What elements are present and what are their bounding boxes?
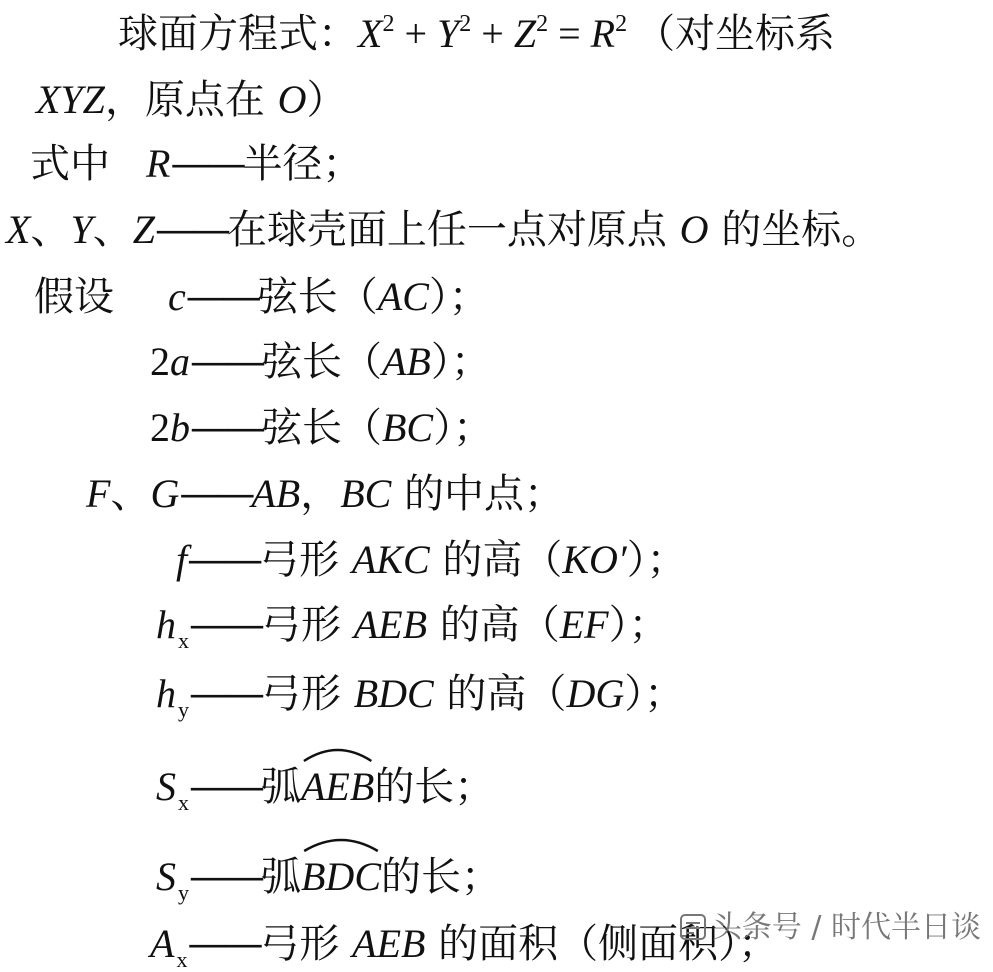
chord-bc-definition [150, 406, 493, 450]
arc-bdc-length [156, 854, 501, 905]
definition-text: ）； [428, 274, 489, 320]
chord-ab-definition [150, 340, 491, 384]
em-dash: —— [185, 274, 258, 320]
em-dash: —— [187, 921, 260, 967]
em-dash: —— [187, 537, 260, 583]
em-dash: —— [189, 602, 261, 648]
segment-dg: DG [566, 671, 625, 716]
em-dash: —— [189, 764, 261, 810]
var-z: Z [132, 207, 155, 252]
segment-aeb: AEB [352, 921, 426, 966]
definition-text: 的面积（侧面积）； [425, 921, 779, 967]
watermark-text: 头条号 / 时代半日谈 [711, 910, 981, 945]
segment-bc: BC [340, 471, 392, 516]
em-dash: —— [189, 671, 261, 717]
coordinate-system-line [36, 78, 347, 122]
arc-label: 弧 [261, 854, 301, 900]
chord-ac-definition [34, 275, 489, 319]
close-paren: ） [306, 77, 347, 123]
equation-prefix: 球面方程式： [118, 11, 358, 57]
separator: 、 [30, 207, 71, 253]
definition-text: ）； [608, 602, 669, 648]
definition-text: 的长； [374, 764, 495, 810]
segment-aeb-height [156, 602, 669, 653]
subscript: x [176, 947, 188, 972]
origin-o: O [277, 77, 307, 122]
em-dash: —— [190, 339, 262, 385]
definition-text: 的坐标。 [708, 207, 882, 253]
coefficient: 2 [150, 405, 170, 450]
var-c: c [168, 274, 186, 319]
definition-text: 的高（ [427, 602, 560, 648]
definition-text: 的高（ [429, 537, 563, 583]
exponent: 2 [459, 11, 472, 37]
assume-label: 假设 [34, 274, 114, 320]
where-label: 式中 [30, 141, 110, 187]
exponent: 2 [536, 11, 549, 37]
em-dash: —— [179, 471, 252, 517]
arc-mark-icon [301, 833, 381, 853]
definition-text: ）； [430, 339, 491, 385]
point-f: F [86, 471, 111, 516]
separator: 、 [110, 471, 151, 517]
segment-aeb: AEB [353, 602, 428, 647]
definition-text: 弦长（ [262, 339, 382, 385]
var-y: Y [70, 207, 93, 252]
segment-ac: AC [377, 274, 429, 319]
var-h: h [156, 671, 176, 716]
definition-text: 的高（ [433, 671, 567, 717]
definition-text: 半径； [242, 141, 363, 187]
plus-sign: + [394, 11, 437, 56]
definition-text: 弓形 [261, 671, 354, 717]
var-a: A [150, 921, 175, 966]
definition-text: 的中点； [391, 471, 565, 517]
segment-bdc: BDC [353, 671, 434, 716]
definition-text: 的长； [381, 854, 501, 900]
definition-text: 弦长（ [262, 405, 382, 451]
var-z: Z [513, 11, 537, 56]
definition-text: ）； [626, 537, 687, 583]
origin-text: ，原点在 [104, 77, 278, 123]
equals-sign: = [548, 11, 591, 56]
segment-ko-prime: KO′ [562, 537, 627, 582]
em-dash: —— [154, 207, 227, 253]
var-r: R [590, 11, 616, 56]
watermark [680, 902, 981, 946]
equation-suffix: （对坐标系 [635, 11, 836, 57]
segment-bc: BC [382, 405, 434, 450]
plus-sign: + [471, 11, 514, 56]
arc-mark-icon [301, 743, 374, 763]
coordinate-definition [6, 208, 881, 252]
subscript: y [178, 697, 189, 722]
var-f: f [176, 537, 188, 582]
definition-text: 在球壳面上任一点对原点 [226, 207, 680, 253]
definition-text: 弦长（ [257, 274, 378, 320]
arc-bdc [301, 855, 381, 899]
radius-definition [30, 142, 362, 186]
equation-line [118, 12, 835, 56]
subscript: x [178, 790, 189, 815]
em-dash: —— [170, 141, 243, 187]
arc-aeb-length [156, 764, 495, 815]
arc-aeb [301, 765, 374, 809]
var-x: X [358, 11, 383, 56]
var-x: X [6, 207, 31, 252]
comma: ， [300, 471, 341, 517]
var-s: S [156, 854, 176, 899]
segment-ab: AB [251, 471, 301, 516]
arc-name: AEB [301, 764, 375, 809]
origin-o: O [679, 207, 709, 252]
segment-ef: EF [559, 602, 609, 647]
exponent: 2 [615, 11, 628, 37]
definition-text: 弓形 [259, 537, 352, 583]
midpoint-definition [86, 472, 564, 516]
toutiao-logo-icon [680, 914, 706, 940]
separator: 、 [92, 207, 133, 253]
var-b: b [170, 405, 190, 450]
var-r: R [146, 141, 171, 186]
var-h: h [156, 602, 176, 647]
var-y: Y [437, 11, 460, 56]
xyz-label: XYZ [36, 77, 105, 122]
definition-text: 弓形 [259, 921, 353, 967]
var-s: S [156, 764, 176, 809]
subscript: x [178, 628, 189, 653]
segment-akc-height [176, 538, 687, 582]
var-a: a [170, 339, 190, 384]
em-dash: —— [190, 405, 262, 451]
arc-name: BDC [301, 854, 381, 899]
definition-text: 弓形 [261, 602, 354, 648]
point-g: G [150, 471, 180, 516]
segment-ab: AB [382, 339, 431, 384]
em-dash: —— [189, 854, 261, 900]
subscript: y [178, 880, 189, 905]
definition-text: ）； [624, 671, 685, 717]
segment-bdc-height [156, 671, 685, 722]
arc-label: 弧 [261, 764, 301, 810]
exponent: 2 [382, 11, 395, 37]
definition-text: ）； [433, 405, 494, 451]
coefficient: 2 [150, 339, 170, 384]
segment-akc: AKC [351, 537, 430, 582]
